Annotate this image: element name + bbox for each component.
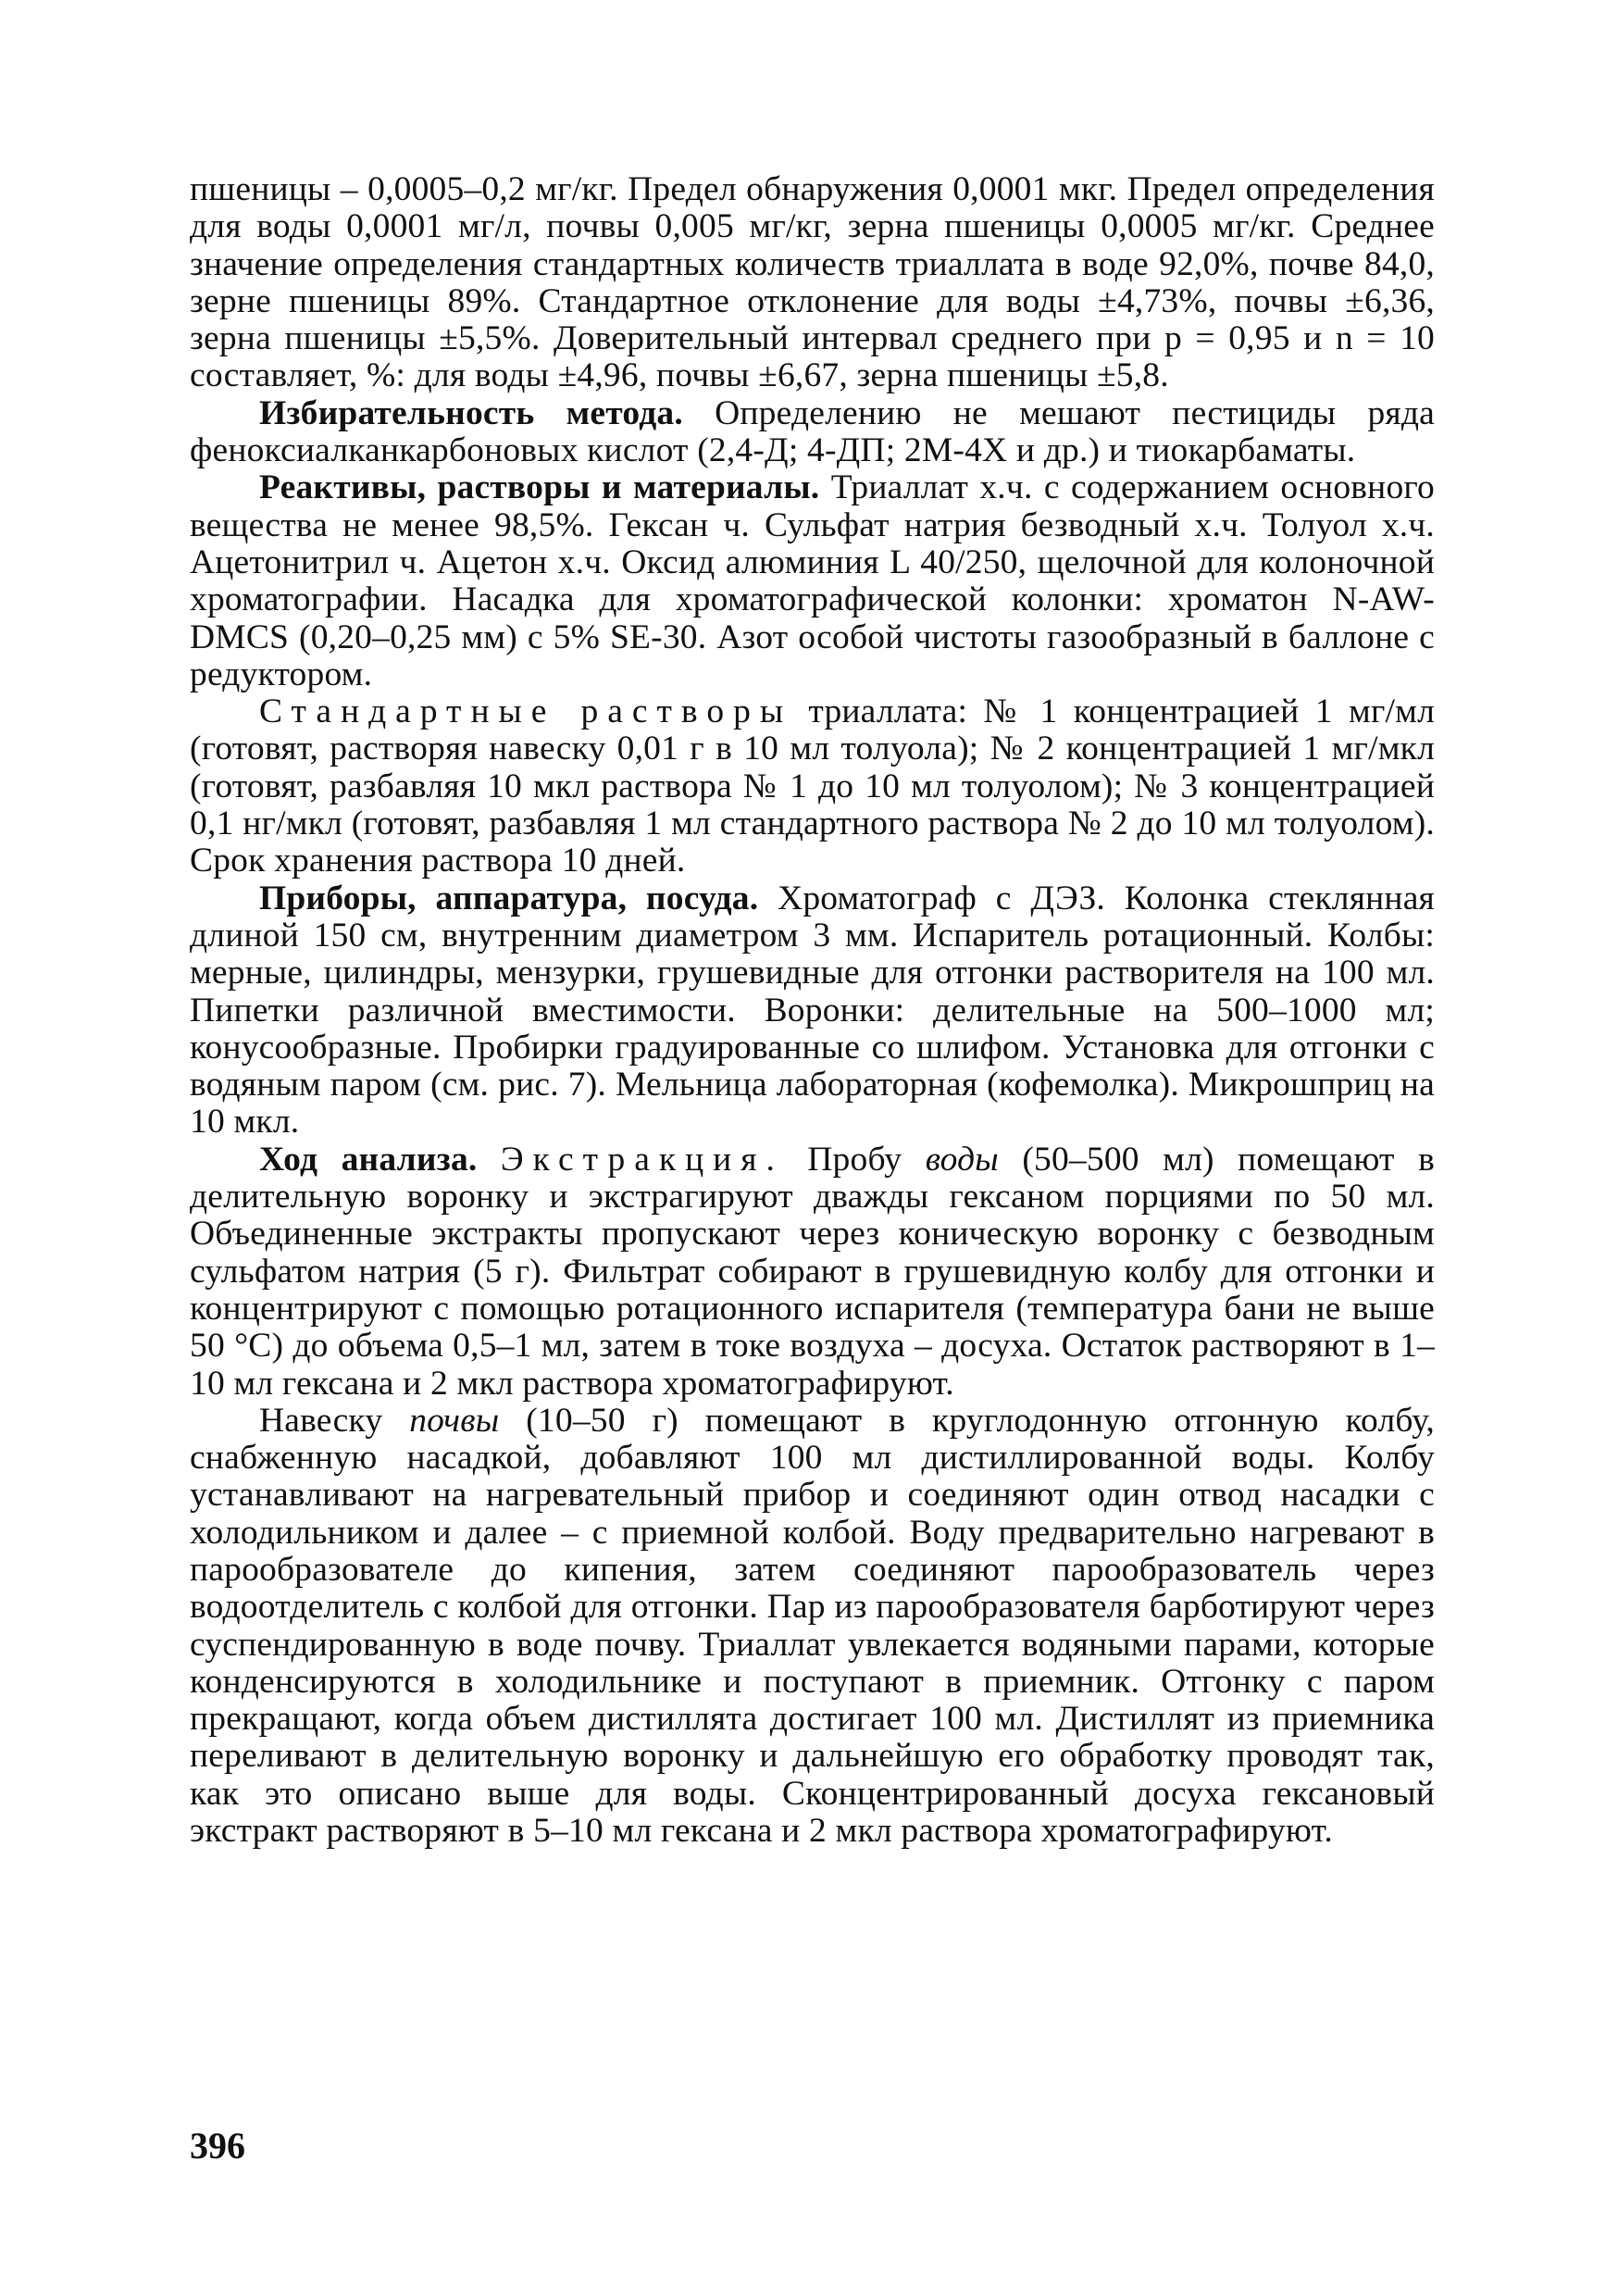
- subheading-extraction: Экстракция.: [500, 1140, 784, 1179]
- paragraph-text: Пробу: [783, 1140, 926, 1179]
- paragraph-text: триаллата: № 1 концентрацией 1 мг/мл (готовят, растворяя навеску 0,01 г в 10 мл толуола); № 2 концентрацией 1 мг/мкл (готовят, разбавляя 10 мкл раствора № 1 до 10 мл толуолом); № 3 концентрацией 0,1 нг/мкл (готовят, разбавляя 1 мл стандартного раствора № 2 до 10 мл толуолом). Срок хранения раствора 10 дней.: [190, 693, 1435, 880]
- paragraph-text: (10–50 г) помещают в круглодонную отгонную колбу, снабженную насадкой, добавляют 100 мл дистиллированной воды. Колбу устанавливают на нагревательный прибор и соединяют один отвод насадки с холодильником и далее – с приемной колбой. Воду предварительно нагревают в парообразователе до кипения, затем соединяют парообразователь через водоотделитель с колбой для отгонки. Пар из парообразователя барботируют через суспендированную в воде почву. Триаллат увлекается водяными парами, которые конденсируются в холодильнике и поступают в приемник. Отгонку с паром прекращают, когда объем дистиллята достигает 100 мл. Дистиллят из приемника переливают в делительную воронку и дальнейшую его обработку проводят так, как это описано выше для воды. Сконцентрированный досуха гексановый экстракт растворяют в 5–10 мл гексана и 2 мкл раствора хроматографируют.: [190, 1401, 1435, 1851]
- page-number: 396: [190, 2125, 245, 2166]
- italic-term-soil: почвы: [409, 1401, 500, 1440]
- section-heading-equipment: Приборы, аппаратура, посуда.: [259, 879, 759, 917]
- paragraph-analysis-soil: [190, 1403, 1435, 1851]
- page-body: [190, 171, 1435, 1850]
- section-heading-analysis: Ход анализа.: [259, 1140, 478, 1179]
- paragraph-reagents: [190, 469, 1435, 693]
- paragraph-selectivity: [190, 395, 1435, 470]
- italic-term-water: воды: [925, 1140, 999, 1179]
- document-text: [190, 171, 1435, 1850]
- section-heading-selectivity: Избирательность метода.: [259, 393, 683, 432]
- paragraph-text: (50–500 мл) помещают в делительную воронку и экстрагируют дважды гексаном порциями по 50 мл. Объединенные экстракты пропускают через коническую воронку с безводным сульфатом натрия (5 г). Фильтрат собирают в грушевидную колбу для отгонки и концентрируют с помощью ротационного испарителя (температура бани не выше 50 °С) до объема 0,5–1 мл, затем в токе воздуха – досуха. Остаток растворяют в 1–10 мл гексана и 2 мкл раствора хроматографируют.: [190, 1140, 1435, 1403]
- section-heading-reagents: Реактивы, растворы и материалы.: [259, 468, 820, 507]
- paragraph-text: Навеску: [259, 1401, 410, 1440]
- paragraph-text: Триаллат х.ч. с содержанием основного вещества не менее 98,5%. Гексан ч. Сульфат натрия безводный х.ч. Толуол х.ч. Ацетонитрил ч. Ацетон х.ч. Оксид алюминия L 40/250, щелочной для колоночной хроматографии. Насадка для хроматографической колонки: хроматон N-AW-DMCS (0,20–0,25 мм) с 5% SE-30. Азот особой чистоты газообразный в баллоне с редуктором.: [190, 468, 1435, 693]
- paragraph-analysis-water: [190, 1142, 1435, 1403]
- paragraph-equipment: [190, 880, 1435, 1142]
- paragraph-text: Определению не мешают пестициды ряда феноксиалканкарбоновых кислот (2,4-Д; 4-ДП; 2М-4Х и др.) и тиокарбаматы.: [190, 393, 1435, 470]
- paragraph-text: Хроматограф с ДЭЗ. Колонка стеклянная длиной 150 см, внутренним диаметром 3 мм. Испаритель ротационный. Колбы: мерные, цилиндры, мензурки, грушевидные для отгонки растворителя на 100 мл. Пипетки различной вместимости. Воронки: делительные на 500–1000 мл; конусообразные. Пробирки градуированные со шлифом. Установка для отгонки с водяным паром (см. рис. 7). Мельница лабораторная (кофемолка). Микрошприц на 10 мкл.: [190, 879, 1435, 1142]
- paragraph-results: [190, 171, 1435, 395]
- subheading-standard-solutions: Стандартные растворы: [259, 693, 793, 731]
- paragraph-text: пшеницы – 0,0005–0,2 мг/кг. Предел обнаружения 0,0001 мкг. Предел определения для воды 0,0001 мг/л, почвы 0,005 мг/кг, зерна пшеницы 0,0005 мг/кг. Среднее значение определения стандартных количеств триаллата в воде 92,0%, почве 84,0, зерне пшеницы 89%. Стандартное отклонение для воды ±4,73%, почвы ±6,36, зерна пшеницы ±5,5%. Доверительный интервал среднего при р = 0,95 и n = 10 составляет, %: для воды ±4,96, почвы ±6,67, зерна пшеницы ±5,8.: [190, 170, 1435, 395]
- paragraph-standard-solutions: [190, 693, 1435, 880]
